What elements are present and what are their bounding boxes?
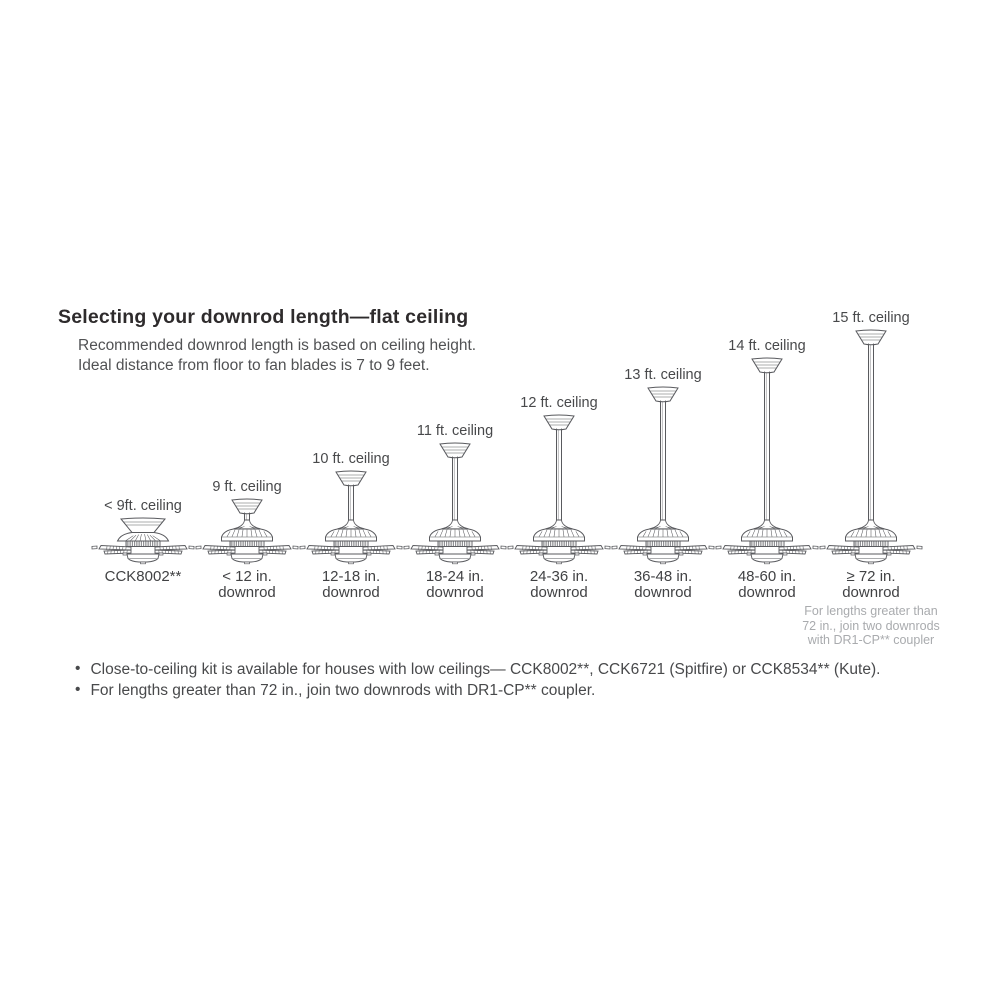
fan-column (91, 300, 195, 660)
ceiling-height-label: 10 ft. ceiling (312, 451, 390, 467)
ceiling-fan-illustration (195, 498, 299, 566)
fan-column (611, 300, 715, 660)
downrod-length-diagram (91, 300, 940, 660)
downrod-length-label (611, 569, 715, 601)
downrod-length-label (507, 569, 611, 601)
downrod-label-line1: ≥ 72 in. (846, 568, 896, 585)
ceiling-height-label: 14 ft. ceiling (728, 338, 806, 354)
ceiling-fan-illustration (507, 414, 611, 566)
ceiling-fan-illustration (715, 357, 819, 566)
downrod-label-line2: downrod (530, 584, 588, 601)
ceiling-fan-illustration (91, 517, 195, 566)
footnote-coupler: • For lengths greater than 72 in., join two downrods with DR1-CP** coupler. (75, 680, 880, 701)
downrod-length-label (819, 569, 923, 601)
ceiling-height-label: 15 ft. ceiling (832, 310, 910, 326)
downrod-label-line2: downrod (218, 584, 276, 601)
fan-column (403, 300, 507, 660)
downrod-length-label (91, 569, 195, 585)
fan-column (299, 300, 403, 660)
downrod-label-line2: downrod (738, 584, 796, 601)
downrod-label-line2: downrod (842, 584, 900, 601)
downrod-label-line2: downrod (426, 584, 484, 601)
downrod-label-line1: 12-18 in. (321, 568, 381, 585)
footnote-close-to-ceiling: • Close-to-ceiling kit is available for houses with low ceilings— CCK8002**, CCK6721 (Spitfire) or CCK8534** (Kute). (75, 659, 880, 680)
downrod-label-line1: 36-48 in. (633, 568, 693, 585)
coupler-note-line1: For lengths greater than (804, 604, 938, 618)
downrod-label-line1: 24-36 in. (529, 568, 589, 585)
downrod-label-line1: CCK8002** (104, 568, 182, 585)
ceiling-fan-illustration (299, 470, 403, 566)
ceiling-height-label: 12 ft. ceiling (520, 395, 598, 411)
fan-column (507, 300, 611, 660)
fan-column (802, 300, 940, 660)
footnotes (75, 659, 880, 701)
downrod-label-line1: < 12 in. (222, 568, 272, 585)
fan-column (195, 300, 299, 660)
ceiling-height-label: 13 ft. ceiling (624, 367, 702, 383)
downrod-length-label (299, 569, 403, 601)
downrod-label-line1: 18-24 in. (425, 568, 485, 585)
coupler-note (793, 604, 949, 648)
downrod-length-label (195, 569, 299, 601)
downrod-label-line1: 48-60 in. (737, 568, 797, 585)
ceiling-fan-illustration (611, 386, 715, 566)
coupler-note-line2: 72 in., join two downrods (802, 618, 940, 633)
ceiling-fan-illustration (403, 442, 507, 566)
downrod-length-label (715, 569, 819, 601)
coupler-note-line3: with DR1-CP** coupler (807, 633, 935, 647)
ceiling-height-label: < 9ft. ceiling (104, 498, 182, 514)
page-title: Selecting your downrod length—flat ceiling (58, 306, 469, 328)
downrod-label-line2: downrod (322, 584, 380, 601)
subtitle-line-2: Ideal distance from floor to fan blades is 7 to 9 feet. (78, 357, 430, 374)
ceiling-height-label: 9 ft. ceiling (212, 479, 282, 495)
subtitle-line-1: Recommended downrod length is based on ceiling height. (78, 337, 477, 354)
ceiling-fan-illustration (819, 329, 923, 566)
downrod-length-label (403, 569, 507, 601)
ceiling-height-label: 11 ft. ceiling (416, 423, 494, 439)
downrod-label-line2: downrod (634, 584, 692, 601)
